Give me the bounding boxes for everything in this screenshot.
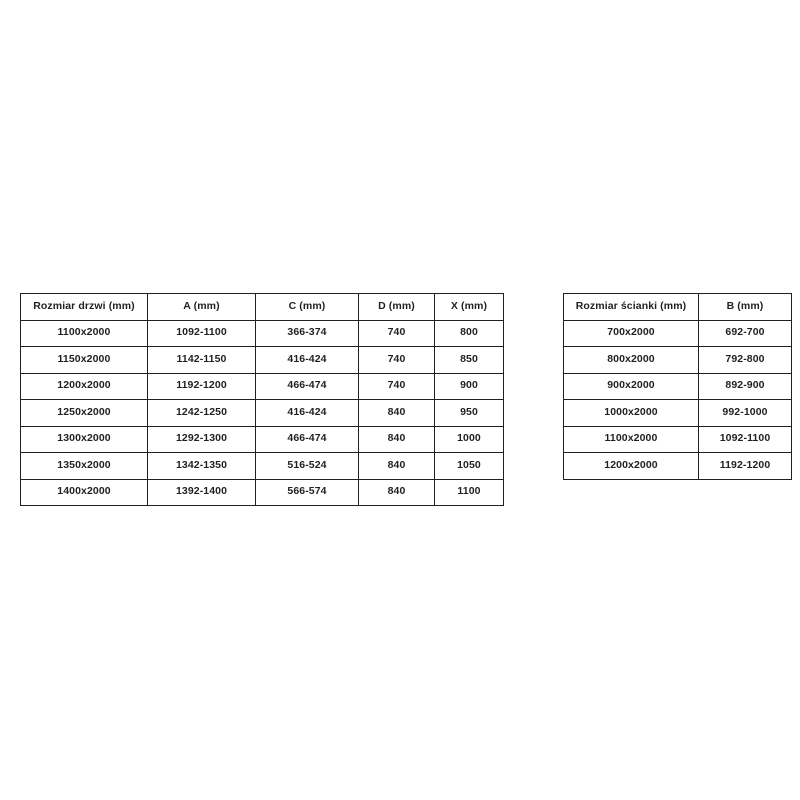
table-row (21, 479, 504, 506)
wall-panel-dimensions-table (563, 293, 792, 480)
table-row (21, 320, 504, 347)
cell-x: 850 (435, 347, 504, 374)
cell-c: 366-374 (256, 320, 359, 347)
cell-x: 950 (435, 400, 504, 427)
cell-door-size: 1150x2000 (21, 347, 148, 374)
cell-b: 692-700 (699, 320, 792, 347)
table-row (564, 453, 792, 480)
cell-b: 992-1000 (699, 400, 792, 427)
table-row (564, 320, 792, 347)
table-row (21, 426, 504, 453)
table-row (21, 400, 504, 427)
cell-a: 1242-1250 (148, 400, 256, 427)
table-row (21, 347, 504, 374)
table-header-row (564, 294, 792, 321)
cell-c: 466-474 (256, 426, 359, 453)
table-row (564, 426, 792, 453)
table-row (564, 400, 792, 427)
column-header-b: B (mm) (699, 294, 792, 321)
cell-wall-size: 1000x2000 (564, 400, 699, 427)
cell-c: 516-524 (256, 453, 359, 480)
cell-door-size: 1200x2000 (21, 373, 148, 400)
cell-a: 1392-1400 (148, 479, 256, 506)
cell-a: 1192-1200 (148, 373, 256, 400)
table-row (564, 373, 792, 400)
cell-d: 740 (359, 347, 435, 374)
cell-x: 1050 (435, 453, 504, 480)
table-row (21, 453, 504, 480)
cell-d: 740 (359, 373, 435, 400)
column-header-door-size: Rozmiar drzwi (mm) (21, 294, 148, 321)
cell-wall-size: 1200x2000 (564, 453, 699, 480)
cell-x: 1000 (435, 426, 504, 453)
cell-b: 1192-1200 (699, 453, 792, 480)
table-row (21, 373, 504, 400)
cell-c: 566-574 (256, 479, 359, 506)
cell-door-size: 1300x2000 (21, 426, 148, 453)
cell-b: 792-800 (699, 347, 792, 374)
column-header-wall-size: Rozmiar ścianki (mm) (564, 294, 699, 321)
cell-wall-size: 800x2000 (564, 347, 699, 374)
cell-b: 1092-1100 (699, 426, 792, 453)
cell-a: 1092-1100 (148, 320, 256, 347)
cell-door-size: 1350x2000 (21, 453, 148, 480)
cell-wall-size: 700x2000 (564, 320, 699, 347)
cell-c: 416-424 (256, 347, 359, 374)
cell-d: 740 (359, 320, 435, 347)
cell-d: 840 (359, 453, 435, 480)
cell-c: 416-424 (256, 400, 359, 427)
column-header-a: A (mm) (148, 294, 256, 321)
cell-a: 1292-1300 (148, 426, 256, 453)
cell-wall-size: 900x2000 (564, 373, 699, 400)
cell-door-size: 1100x2000 (21, 320, 148, 347)
cell-x: 900 (435, 373, 504, 400)
cell-d: 840 (359, 479, 435, 506)
column-header-c: C (mm) (256, 294, 359, 321)
cell-door-size: 1250x2000 (21, 400, 148, 427)
cell-a: 1142-1150 (148, 347, 256, 374)
cell-x: 800 (435, 320, 504, 347)
cell-b: 892-900 (699, 373, 792, 400)
cell-d: 840 (359, 426, 435, 453)
cell-wall-size: 1100x2000 (564, 426, 699, 453)
cell-d: 840 (359, 400, 435, 427)
column-header-x: X (mm) (435, 294, 504, 321)
table-header-row (21, 294, 504, 321)
cell-c: 466-474 (256, 373, 359, 400)
cell-x: 1100 (435, 479, 504, 506)
column-header-d: D (mm) (359, 294, 435, 321)
table-row (564, 347, 792, 374)
cell-door-size: 1400x2000 (21, 479, 148, 506)
cell-a: 1342-1350 (148, 453, 256, 480)
doors-dimensions-table (20, 293, 504, 506)
